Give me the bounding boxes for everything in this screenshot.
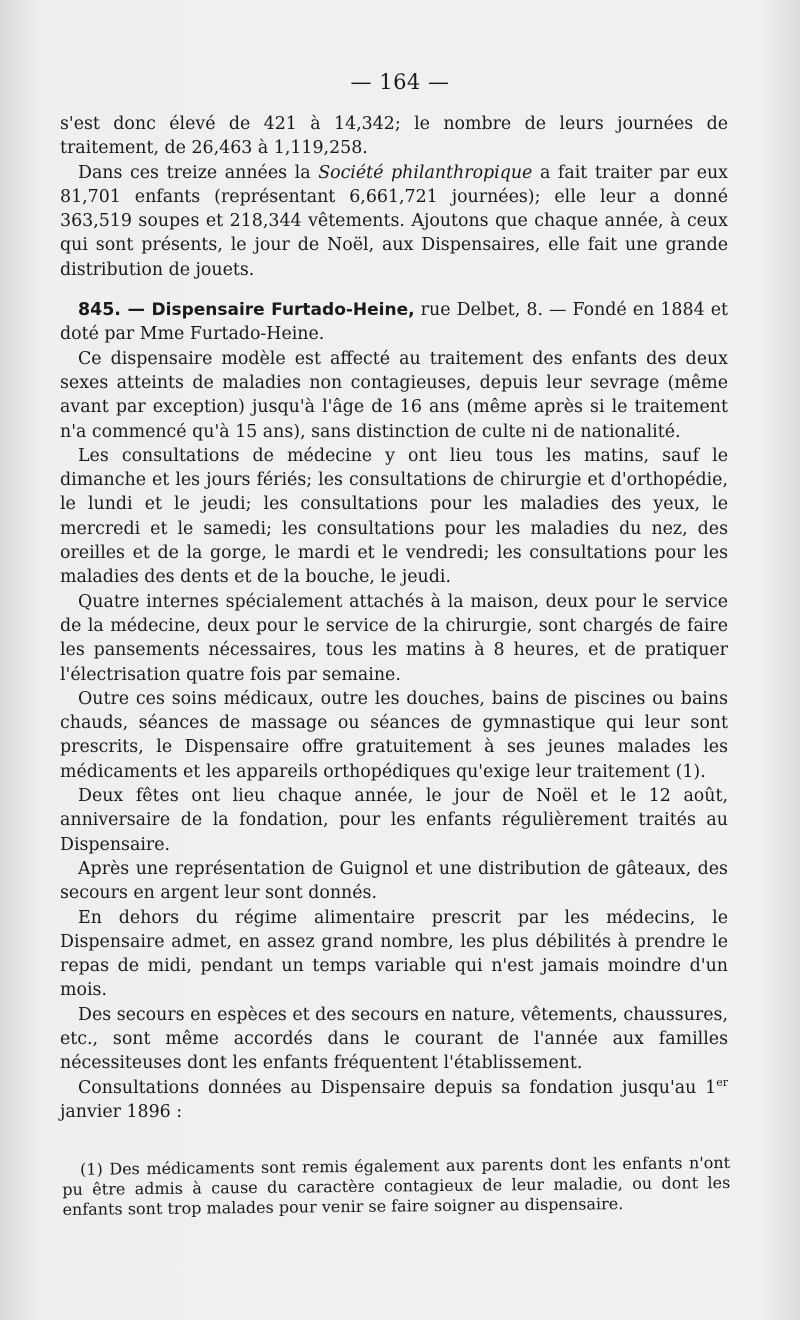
paragraph-consultations: Les consultations de médecine y ont lieu tous les matins, sauf le dimanche et les jours fériés; les consultations de chirurgie et d'orthopédie, le lundi et le jeudi; les consultations pour les maladies des yeux, le mercredi et le samedi; les consultations pour les maladies du nez, des oreilles et de la gorge, le mardi et le vendredi; les consultations pour les maladies des dents et de la bouche, le jeudi. <box>60 445 728 588</box>
paragraph-regime: En dehors du régime alimentaire prescrit par les médecins, le Dispensaire admet, en assez grand nombre, les plus débilités à prendre le repas de midi, pendant un temps variable qui n'est jamais moindre d'un mois. <box>60 907 728 1001</box>
paragraph-text: a fait traiter par eux 81,701 enfants (représentant 6,661,721 journées); elle leur a donné 363,519 soupes et 218,344 vêtements. Ajoutons que chaque année, à ceux qui sont présents, le jour de Noël, aux Dispensaires, elle fait une grande distribution de jouets. <box>60 162 728 280</box>
paragraph-societe <box>60 161 728 282</box>
section-number: 845. — <box>78 300 152 321</box>
page-number: — 164 — <box>350 70 450 94</box>
ordinal-superscript: er <box>716 1075 728 1089</box>
paragraph-internes: Quatre internes spécialement attachés à la maison, deux pour le service de la médecine, deux pour le service de la chirurgie, sont chargés de faire les pansements nécessaires, tous les matins à 8 heures, et de pratiquer l'électrisation quatre fois par semaine. <box>60 591 728 685</box>
paragraph-guignol: Après une représentation de Guignol et une distribution de gâteaux, des secours en argent leur sont donnés. <box>60 858 728 904</box>
paragraph-secours: Des secours en espèces et des secours en nature, vêtements, chaussures, etc., sont même accordés dans le courant de l'année aux familles nécessiteuses dont les enfants fréquentent l'établissement. <box>60 1004 728 1074</box>
paragraph-fetes: Deux fêtes ont lieu chaque année, le jour de Noël et le 12 août, anniversaire de la fondation, pour les enfants régulièrement traités au Dispensaire. <box>60 786 728 855</box>
paragraph-text: Dans ces treize années la <box>78 162 319 183</box>
footnote <box>62 1153 731 1220</box>
footnote-text: (1) Des médicaments sont remis également aux parents dont les enfants n'ont pu être admis à cause du caractère contagieux de leur maladie, ou dont les enfants sont trop malades pour venir se faire soigner au dispensaire. <box>62 1153 731 1219</box>
paragraph-continuation: s'est donc élevé de 421 à 14,342; le nombre de leurs journées de traitement, de 26,463 à 1,119,258. <box>60 114 728 159</box>
section-address: rue Delbet, 8. — Fondé en 1884 et doté par Mme Furtado-Heine. <box>60 300 728 345</box>
paragraph-description: Ce dispensaire modèle est affecté au traitement des enfants des deux sexes atteints de maladies non contagieuses, depuis leur sevrage (même avant par exception) jusqu'à l'âge de 16 ans (même après si le traitement n'a commencé qu'à 15 ans), sans distinction de culte ni de nationalité. <box>60 348 728 442</box>
paragraph-soins: Outre ces soins médicaux, outre les douches, bains de piscines ou bains chauds, séances de massage ou séances de gymnastique qui leur sont prescrits, le Dispensaire offre gratuitement à ses jeunes malades les médicaments et les appareils orthopédiques qu'exige leur traitement (1). <box>60 688 728 782</box>
society-name: Société philanthropique <box>318 162 533 183</box>
paragraph-text: janvier 1896 : <box>60 1101 183 1122</box>
body-text <box>60 112 728 1124</box>
paragraph-text: Consultations données au Dispensaire depuis sa fondation jusqu'au 1 <box>78 1077 717 1098</box>
section-845-heading <box>60 298 728 347</box>
paragraph-consultations-count <box>60 1076 728 1125</box>
section-title: Dispensaire Furtado-Heine, <box>151 300 415 321</box>
